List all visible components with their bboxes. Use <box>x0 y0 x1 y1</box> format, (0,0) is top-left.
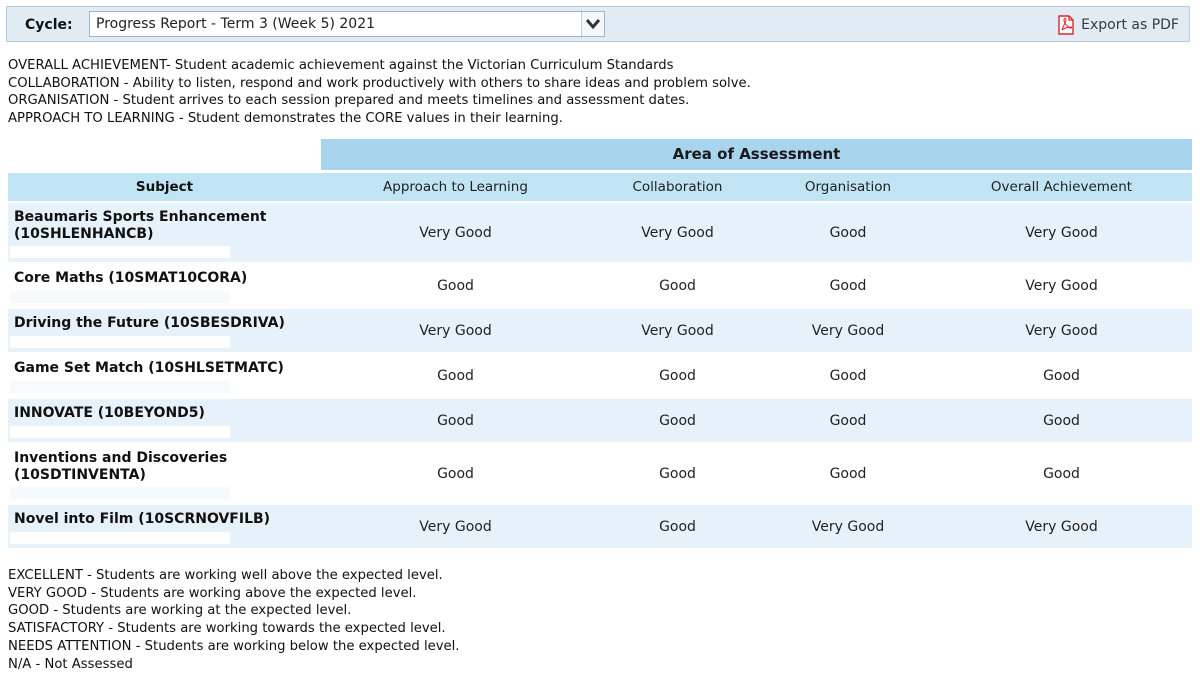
scale-needs-attention: NEEDS ATTENTION - Students are working below the expected level. <box>8 638 460 654</box>
rating-cell: Very Good <box>931 264 1192 307</box>
subject-name: Novel into Film (10SCRNOVFILB) <box>14 511 271 527</box>
rating-cell: Good <box>590 505 765 548</box>
cycle-label: Cycle: <box>25 17 73 33</box>
rating-cell: Good <box>321 264 590 307</box>
column-header-organisation: Organisation <box>765 173 931 201</box>
subject-cell <box>8 399 321 442</box>
scale-very-good: VERY GOOD - Students are working above the expected level. <box>8 585 417 601</box>
cycle-dropdown-button[interactable] <box>581 12 604 36</box>
rating-cell: Good <box>931 399 1192 442</box>
rating-cell: Very Good <box>931 309 1192 352</box>
table-row <box>8 203 1192 262</box>
rating-cell: Good <box>590 399 765 442</box>
subject-name: Core Maths (10SMAT10CORA) <box>14 270 248 286</box>
subject-cell <box>8 354 321 397</box>
rating-cell: Good <box>321 354 590 397</box>
rating-cell: Good <box>931 354 1192 397</box>
table-row <box>8 354 1192 397</box>
table-row <box>8 309 1192 352</box>
scale-good: GOOD - Students are working at the expected level. <box>8 603 352 619</box>
scale-not-assessed: N/A - Not Assessed <box>8 656 133 672</box>
rating-cell: Very Good <box>321 203 590 262</box>
rating-cell: Good <box>321 444 590 503</box>
rating-cell: Good <box>765 444 931 503</box>
rating-cell: Very Good <box>765 309 931 352</box>
rating-cell: Very Good <box>590 203 765 262</box>
subject-cell <box>8 505 321 548</box>
subject-name: INNOVATE (10BEYOND5) <box>14 405 205 421</box>
description-collaboration: COLLABORATION - Ability to listen, respond and work productively with others to share ideas and problem solve. <box>8 75 751 91</box>
pdf-file-icon <box>1057 15 1075 35</box>
rating-cell: Good <box>321 399 590 442</box>
criteria-descriptions <box>8 57 751 127</box>
table-row <box>8 505 1192 548</box>
table-row <box>8 399 1192 442</box>
subject-cell <box>8 444 321 503</box>
column-header-collaboration: Collaboration <box>590 173 765 201</box>
rating-cell: Very Good <box>590 309 765 352</box>
description-organisation: ORGANISATION - Student arrives to each session prepared and meets timelines and assessment dates. <box>8 93 690 108</box>
rating-cell: Good <box>765 264 931 307</box>
rating-cell: Good <box>765 399 931 442</box>
subject-name: Beaumaris Sports Enhancement (10SHLENHANCB) <box>14 209 267 242</box>
rating-cell: Good <box>765 203 931 262</box>
rating-cell: Very Good <box>765 505 931 548</box>
table-row <box>8 444 1192 503</box>
subject-cell <box>8 264 321 307</box>
chevron-down-icon <box>586 18 600 30</box>
rating-scale-legend <box>8 567 460 673</box>
rating-cell: Good <box>590 444 765 503</box>
subject-cell <box>8 309 321 352</box>
assessment-table <box>8 171 1192 550</box>
subject-name: Inventions and Discoveries (10SDTINVENTA) <box>14 450 228 483</box>
rating-cell: Good <box>765 354 931 397</box>
rating-cell: Good <box>931 444 1192 503</box>
rating-cell: Very Good <box>321 309 590 352</box>
column-header-approach: Approach to Learning <box>321 173 590 201</box>
subject-name: Game Set Match (10SHLSETMATC) <box>14 360 284 376</box>
rating-cell: Good <box>590 354 765 397</box>
column-header-subject: Subject <box>8 173 321 201</box>
export-pdf-label: Export as PDF <box>1081 17 1179 33</box>
table-row <box>8 264 1192 307</box>
rating-cell: Very Good <box>931 203 1192 262</box>
cycle-select[interactable] <box>89 11 605 37</box>
rating-cell: Good <box>590 264 765 307</box>
description-approach: APPROACH TO LEARNING - Student demonstrates the CORE values in their learning. <box>8 110 563 126</box>
subject-cell <box>8 203 321 262</box>
scale-satisfactory: SATISFACTORY - Students are working towards the expected level. <box>8 621 446 637</box>
cycle-select-value: Progress Report - Term 3 (Week 5) 2021 <box>96 16 376 32</box>
rating-cell: Very Good <box>931 505 1192 548</box>
export-pdf-button[interactable] <box>1057 15 1179 35</box>
column-header-overall: Overall Achievement <box>931 173 1192 201</box>
area-of-assessment-header: Area of Assessment <box>321 139 1192 170</box>
cycle-toolbar <box>6 6 1190 42</box>
description-overall: OVERALL ACHIEVEMENT- Student academic achievement against the Victorian Curriculum Standards <box>8 58 674 73</box>
subject-name: Driving the Future (10SBESDRIVA) <box>14 315 285 331</box>
scale-excellent: EXCELLENT - Students are working well above the expected level. <box>8 568 443 583</box>
table-header-row <box>8 173 1192 201</box>
rating-cell: Very Good <box>321 505 590 548</box>
